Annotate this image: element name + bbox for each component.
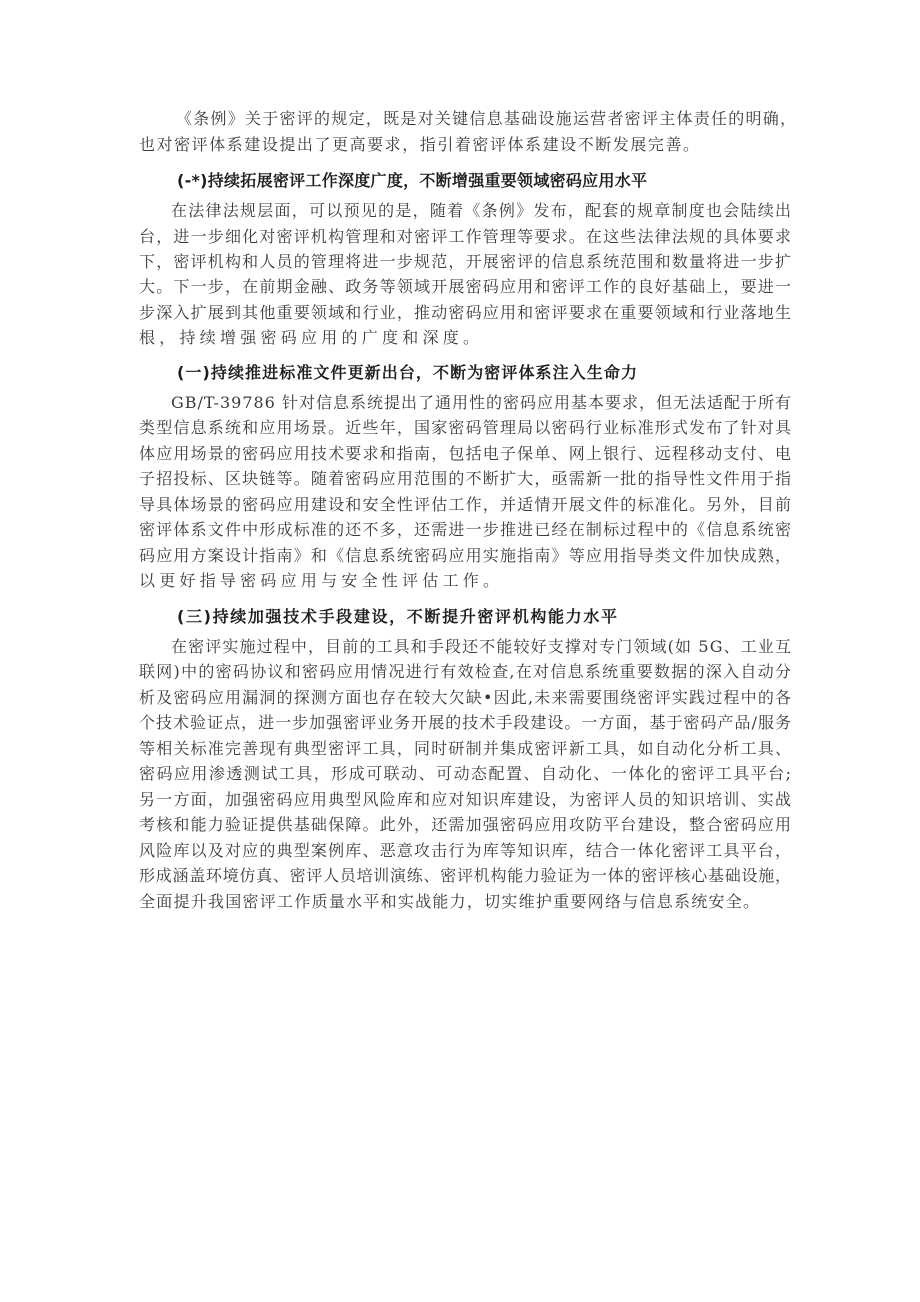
paragraph-3-line: 以更好指导密码应用与安全性评估工作。 (139, 571, 504, 590)
paragraph-3-line: GB/T-39786 针对信息系统提出了通用性的密码应用基本要求，但无法适配于所有 (171, 393, 793, 412)
paragraph-4-line: 联网)中的密码协议和密码应用情况进行有效检查,在对信息系统重要数据的深入自动分 (139, 662, 793, 681)
paragraph-3-line: 类型信息系统和应用场景。近些年，国家密码管理局以密码行业标准形式发布了针对具 (139, 418, 793, 437)
paragraph-2-line: 台，进一步细化对密评机构管理和对密评工作管理等要求。在这些法律法规的具体要求 (139, 227, 793, 246)
section-heading-1: (-*)持续拓展密评工作深度广度，不断增强重要领域密码应用水平 (177, 171, 648, 190)
paragraph-4-line: 密码应用渗透测试工具，形成可联动、可动态配置、自动化、一体化的密评工具平台; (139, 764, 793, 783)
paragraph-2-line: 大。下一步，在前期金融、政务等领域开展密码应用和密评工作的良好基础上，要进一 (139, 277, 793, 296)
paragraph-4-line: 另一方面，加强密码应用典型风险库和应对知识库建设，为密评人员的知识培训、实战 (139, 790, 793, 809)
paragraph-1-line: 《条例》关于密评的规定，既是对关键信息基础设施运营者密评主体责任的明确， (176, 109, 798, 128)
paragraph-3-line: 密评体系文件中形成标准的还不多，还需进一步推进已经在制标过程中的《信息系统密 (139, 520, 793, 539)
paragraph-2-line: 在法律法规层面，可以预见的是，随着《条例》发布，配套的规章制度也会陆续出 (171, 201, 793, 220)
paragraph-4-line: 个技术验证点，进一步加强密评业务开展的技术手段建设。一方面，基于密码产品/服务 (139, 713, 793, 732)
section-heading-2: (一)持续推进标准文件更新出台，不断为密评体系注入生命力 (177, 363, 639, 382)
paragraph-4-line: 全面提升我国密评工作质量水平和实战能力，切实维护重要网络与信息系统安全。 (139, 892, 761, 911)
paragraph-3-line: 体应用场景的密码应用技术要求和指南，包括电子保单、网上银行、远程移动支付、电 (139, 444, 793, 463)
paragraph-2-line: 下，密评机构和人员的管理将进一步规范，开展密评的信息系统范围和数量将进一步扩 (139, 252, 793, 271)
paragraph-3-line: 码应用方案设计指南》和《信息系统密码应用实施指南》等应用指导类文件加快成熟， (139, 546, 793, 565)
paragraph-4-line: 等相关标准完善现有典型密评工具，同时研制并集成密评新工具，如自动化分析工具、 (139, 739, 793, 758)
paragraph-4-line: 风险库以及对应的典型案例库、恶意攻击行为库等知识库，结合一体化密评工具平台， (139, 841, 793, 860)
section-heading-3: (三)持续加强技术手段建设，不断提升密评机构能力水平 (177, 607, 619, 626)
paragraph-3-line: 导具体场景的密码应用建设和安全性评估工作，并适情开展文件的标准化。另外，目前 (139, 495, 793, 514)
paragraph-1-line: 也对密评体系建设提出了更高要求，指引着密评体系建设不断发展完善。 (139, 135, 701, 154)
paragraph-4-line: 形成涵盖环境仿真、密评人员培训演练、密评机构能力验证为一体的密评核心基础设施， (139, 866, 792, 885)
paragraph-4-line: 析及密码应用漏洞的探测方面也存在较大欠缺•因此,未来需要围绕密评实践过程中的各 (139, 688, 793, 707)
paragraph-2-line: 步深入扩展到其他重要领域和行业，推动密码应用和密评要求在重要领域和行业落地生 (139, 303, 793, 322)
paragraph-4-line: 考核和能力验证提供基础保障。此外，还需加强密码应用攻防平台建设，整合密码应用 (139, 815, 793, 834)
paragraph-2-line: 根，持续增强密码应用的广度和深度。 (139, 328, 484, 347)
paragraph-3-line: 子招投标、区块链等。随着密码应用范围的不断扩大，亟需新一批的指导性文件用于指 (139, 469, 793, 488)
paragraph-4-line: 在密评实施过程中，目前的工具和手段还不能较好支撑对专门领域(如 5G、工业互 (171, 637, 793, 656)
